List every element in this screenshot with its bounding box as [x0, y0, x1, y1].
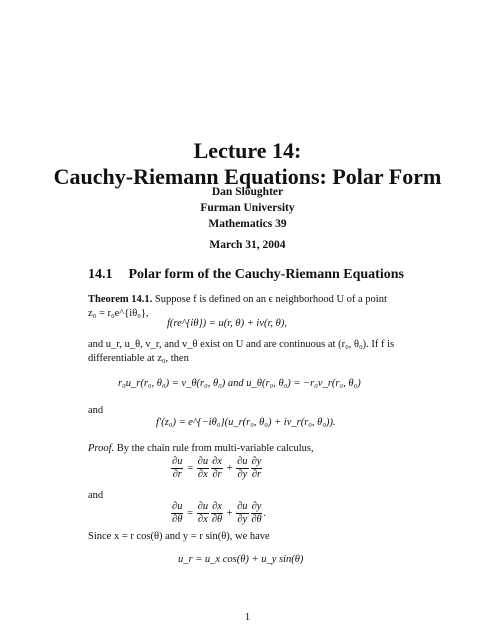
chain-rule-equation-theta: $\frac{\partial u}{\partial\theta}$ = $\frac{\partial u}{\partial x}$ $\frac{\partial x}{\partial\theta}$ + $\frac{\partial u}{\partial y}$ $\frac{\partial y}{\partial\theta}$ .: [172, 501, 267, 525]
section-heading: [88, 267, 404, 283]
theorem-text-4: differentiable at z₀, then: [88, 353, 189, 364]
theorem-label: Theorem 14.1.: [88, 294, 153, 305]
proof-text: By the chain rule from multi-variable calculus,: [116, 443, 314, 454]
proof-since: Since x = r cos(θ) and y = r sin(θ), we have: [88, 531, 270, 542]
author-name: Dan Sloughter: [211, 186, 284, 198]
lecture-title-line1: Lecture 14:: [193, 138, 302, 163]
lecture-date: March 31, 2004: [209, 239, 286, 251]
chain-rule-equation-r: $\frac{\partial u}{\partial r}$ = $\frac{\partial u}{\partial x}$ $\frac{\partial x}{\partial r}$ + $\frac{\partial u}{\partial y}$ $\frac{\partial y}{\partial r}$: [172, 456, 262, 480]
proof-and: and: [88, 490, 104, 501]
theorem-and: and: [88, 405, 104, 416]
theorem-equation-2: r₀u_r(r₀, θ₀) = v_θ(r₀, θ₀) and u_θ(r₀, θ₀) = −r₀v_r(r₀, θ₀): [118, 378, 361, 389]
page-number: 1: [244, 611, 251, 623]
theorem-text-1: Suppose f is defined on an ϵ neighborhood U of a point: [154, 294, 387, 305]
theorem-line-1: [88, 293, 410, 307]
theorem-equation-3: f′(z₀) = e^{−iθ₀}(u_r(r₀, θ₀) + iv_r(r₀, θ₀)).: [156, 417, 336, 428]
author-institution: Furman University: [200, 202, 295, 214]
lecture-title-line2: Cauchy-Riemann Equations: Polar Form: [53, 164, 442, 189]
section-number: 14.1: [88, 267, 113, 282]
proof-equation-last: u_r = u_x cos(θ) + u_y sin(θ): [178, 554, 304, 565]
theorem-text-3: and u_r, u_θ, v_r, and v_θ exist on U and are continuous at (r₀, θ₀). If f is: [88, 339, 395, 350]
theorem-text-2: z₀ = r₀e^{iθ₀},: [88, 308, 149, 319]
theorem-equation-1: f(re^{iθ}) = u(r, θ) + iv(r, θ),: [167, 318, 287, 329]
proof-label: Proof.: [88, 443, 115, 454]
course-name: Mathematics 39: [208, 218, 287, 230]
section-title-text: Polar form of the Cauchy-Riemann Equations: [128, 267, 404, 282]
proof-intro: [88, 442, 410, 456]
